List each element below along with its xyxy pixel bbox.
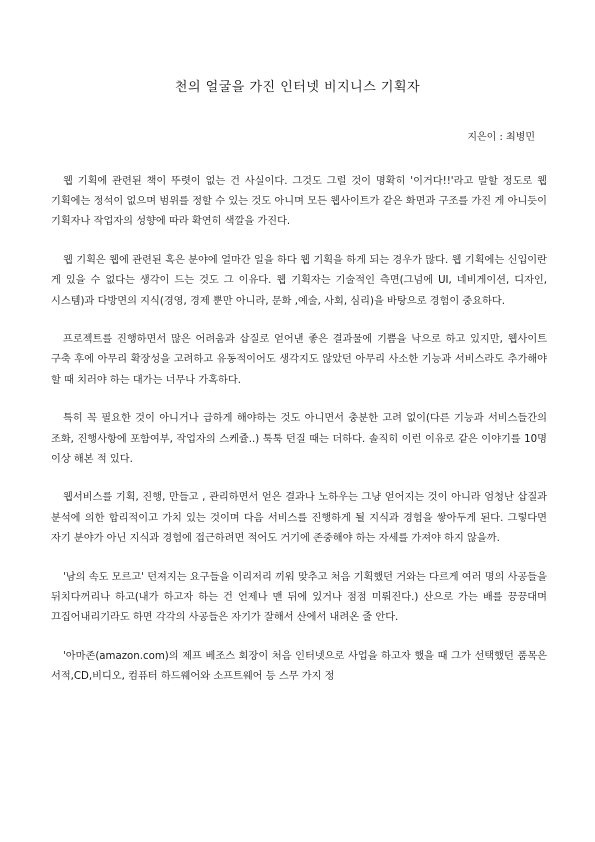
paragraph-5: 웹서비스를 기획, 진행, 만들고 , 관리하면서 얻은 결과나 노하우는 그냥 얻어지는 것이 아니라 엄청난 삽질과 분석에 의한 합리적이고 가치 있는 것이며 다음 서비스를 진행하게 될 지식과 경험을 쌓아두게 된다. 그렇다면 자기 분야가 아닌 지식과 경험에 접근하려면 적어도 거기에 존중해야 하는 자세를 가져야 하지 않을까. <box>51 492 547 544</box>
paragraph-6: '남의 속도 모르고' 던져지는 요구들을 이리저리 끼워 맞추고 처음 기획했던 거와는 다르게 여러 명의 사공들을 뒤치다꺼리나 하고(내가 하고자 하는 건 언제나 맨 뒤에 있거나 점점 미뤄진다.) 산으로 가는 배를 끙끙대며 끄집어내리기라도 하면 각각의 사공들은 자기가 잘해서 산에서 내려온 줄 안다. <box>51 571 547 623</box>
document-title: 천의 얼굴을 가진 인터넷 비지니스 기획자 <box>174 80 421 95</box>
paragraph-3: 프로젝트를 진행하면서 많은 어려움과 삽질로 얻어낸 좋은 결과물에 기쁨을 낙으로 하고 있지만, 웹사이트 구축 후에 아무리 확장성을 고려하고 유동적이어도 생각지도 않았던 아무리 사소한 기능과 서비스라도 추가해야 할 때 치러야 하는 대가는 너무나 가혹하다. <box>51 334 547 386</box>
document-author: 지은이 : 최병민 <box>467 132 535 143</box>
paragraph-1: 웹 기획에 관련된 책이 뚜렷이 없는 건 사실이다. 그것도 그럴 것이 명확히 '이거다!!'라고 말할 정도로 웹 기획에는 정석이 없으며 범위를 정할 수 있는 것도 아니며 모든 웹사이트가 같은 화면과 구조를 가진 게 아니듯이 기획자나 작업자의 성향에 따라 확연히 색깔을 가진다. <box>51 176 547 228</box>
paragraph-4: 특히 꼭 필요한 것이 아니거나 급하게 해야하는 것도 아니면서 충분한 고려 없이(다른 기능과 서비스들간의 조화, 진행사항에 포함여부, 작업자의 스케쥴..) 툭툭 던질 때는 더하다. 솔직히 이런 이유로 같은 이야기를 10명 이상 해본 적 있다. <box>51 413 547 465</box>
paragraph-7: '아마존(amazon.com)의 제프 베조스 회장이 처음 인터넷으로 사업을 하고자 했을 때 그가 선택했던 품목은 서적,CD,비디오, 컴퓨터 하드웨어와 소프트웨어 등 스무 가지 정 <box>51 650 547 682</box>
paragraph-2: 웹 기획은 웹에 관련된 혹은 분야에 얼마간 일을 하다 웹 기획을 하게 되는 경우가 많다. 웹 기획에는 신입이란 게 있을 수 없다는 생각이 드는 것도 그 이유다. 웹 기획자는 기술적인 측면(그넘에 UI, 네비게이션, 디자인, 시스템)과 다방면의 지식(경영, 경제 뿐만 아니라, 문화 ,예술, 사회, 심리)을 바탕으로 경험이 중요하다. <box>51 255 547 307</box>
document-body <box>51 172 547 706</box>
